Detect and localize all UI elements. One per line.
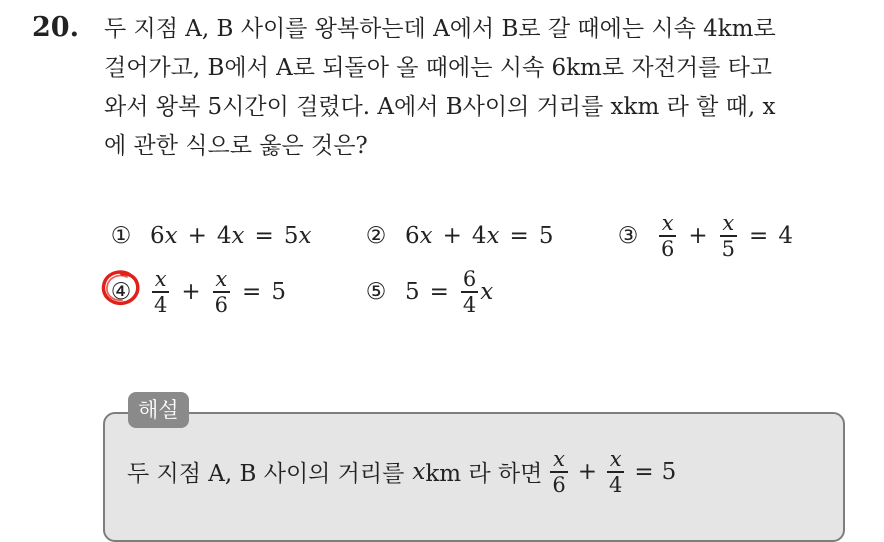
solution-unit-suffix: km 라 하면 [425, 461, 543, 488]
fraction [461, 268, 478, 316]
term: 5 [283, 223, 299, 249]
numerator: x [661, 211, 674, 236]
term: 4 [471, 223, 487, 249]
numerator: x [609, 447, 622, 471]
denominator: 6 [661, 236, 675, 261]
choice-marker: ③ [617, 223, 639, 249]
solution-prefix: 두 지점 A, B 사이의 거리를 [127, 461, 405, 488]
equals: = [242, 279, 262, 305]
operator: + [181, 279, 201, 305]
fraction [659, 212, 676, 260]
term: 5 [271, 279, 286, 305]
term: 5 [405, 279, 420, 305]
solution-tag: 해설 [128, 392, 189, 428]
choice-marker: ① [110, 223, 132, 249]
question-number: 20. [32, 12, 79, 43]
variable: x [480, 279, 494, 305]
equals: = [634, 458, 654, 485]
choice-marker: ④ [110, 279, 132, 305]
variable: x [419, 223, 433, 249]
denominator: 4 [609, 472, 623, 497]
choice-2[interactable] [363, 218, 553, 254]
operator: + [577, 458, 598, 485]
choice-3[interactable] [615, 208, 793, 264]
numerator: x [553, 447, 565, 471]
term: 6 [405, 223, 420, 249]
denominator: 5 [721, 236, 736, 261]
fraction [720, 212, 737, 260]
term: 4 [216, 223, 232, 249]
denominator: 4 [462, 292, 477, 317]
fraction [607, 448, 624, 496]
choice-1[interactable] [108, 218, 311, 254]
denominator: 4 [154, 292, 168, 317]
circle-stroke [104, 272, 138, 303]
solution-text [127, 448, 676, 496]
term: 5 [661, 458, 677, 485]
choice-marker: ② [365, 223, 387, 249]
fraction [213, 268, 230, 316]
numerator: 6 [462, 267, 477, 292]
denominator: 6 [552, 472, 566, 497]
fraction [152, 268, 169, 316]
term: 6 [150, 223, 165, 249]
choice-expression [657, 212, 793, 260]
operator: + [187, 223, 207, 249]
equals: = [429, 279, 449, 305]
circle-inner-stroke [107, 276, 127, 301]
choice-expression [150, 223, 311, 249]
numerator: x [722, 211, 735, 236]
equals: = [749, 223, 769, 249]
choice-expression [405, 223, 553, 249]
variable: x [486, 223, 500, 249]
numerator: x [154, 267, 167, 292]
variable: x [412, 458, 426, 485]
variable: x [298, 223, 312, 249]
question-stem [104, 10, 874, 166]
operator: + [442, 223, 462, 249]
stem-line: 걸어가고, B에서 A로 되돌아 올 때에는 시속 6km로 자전거를 타고 [104, 55, 773, 81]
variable: x [231, 223, 245, 249]
variable: x [164, 223, 178, 249]
choice-5[interactable] [363, 264, 493, 320]
equals: = [509, 223, 529, 249]
numerator: x [215, 267, 228, 292]
denominator: 6 [214, 292, 229, 317]
operator: + [688, 223, 708, 249]
stem-line: 에 관한 식으로 옳은 것은? [104, 133, 368, 159]
stem-line: 와서 왕복 5시간이 걸렸다. A에서 B사이의 거리를 xkm 라 할 때, x [104, 94, 776, 120]
selected-answer-circle-icon [100, 268, 142, 308]
term: 5 [538, 223, 554, 249]
choice-expression [150, 268, 286, 316]
term: 4 [778, 223, 793, 249]
stem-line: 두 지점 A, B 사이를 왕복하는데 A에서 B로 갈 때에는 시속 4km로 [104, 16, 776, 42]
choice-marker: ⑤ [365, 279, 387, 305]
choice-expression [405, 268, 493, 316]
equals: = [254, 223, 274, 249]
fraction [550, 448, 567, 496]
